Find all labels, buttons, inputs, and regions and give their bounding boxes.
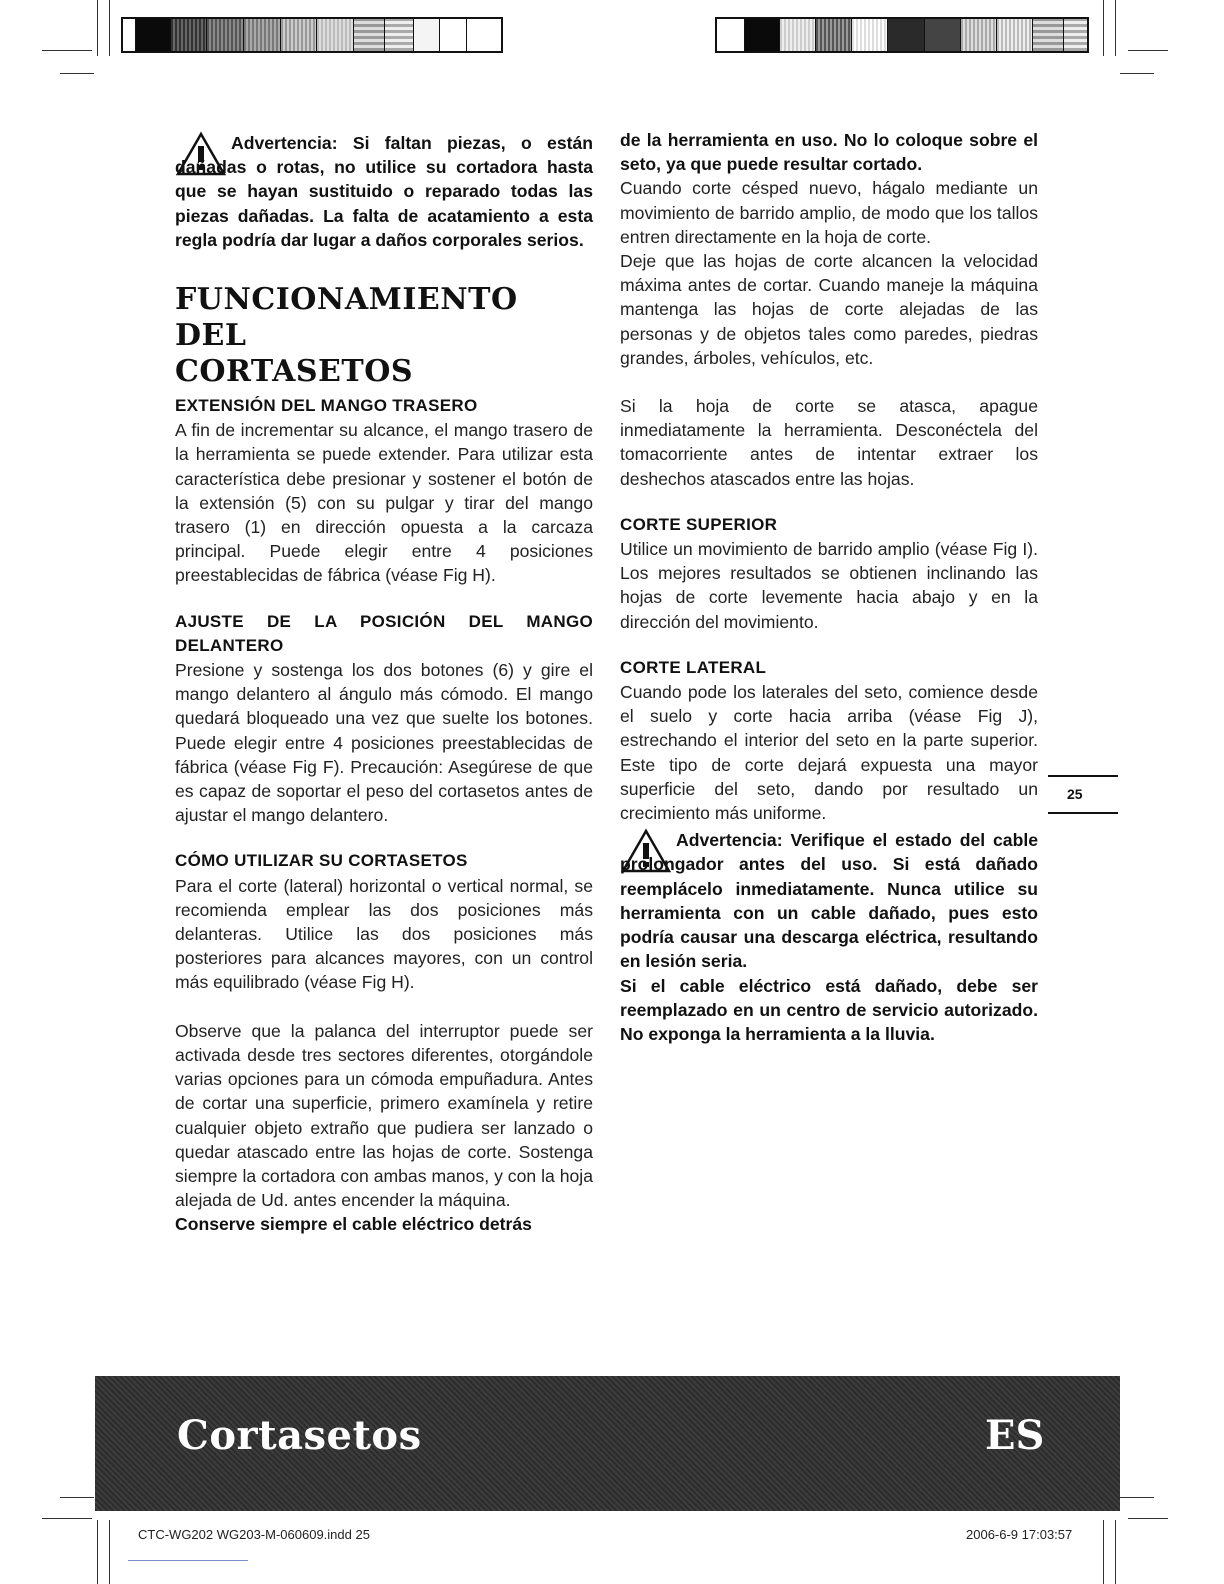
warning-text-bottom: Advertencia: Verifique el estado del cable prolongador antes del uso. Si está dañado reemplácelo inmediatamente. Nunca utilice su herramienta con un cable dañado, pues esto podría causar una descarga eléctrica, resultando en lesión seria. <box>620 830 1038 972</box>
lateral-body: Cuando pode los laterales del seto, comience desde el suelo y corte hacia arriba (véase Fig J), estrechando el interior del seto en la parte superior. Este tipo de corte dejará expuesta una mayor superficie del seto, dando por resultado un crecimiento más uniforme. <box>620 682 1038 824</box>
crop-mark <box>1103 1520 1104 1584</box>
section-title-line1: FUNCIONAMIENTO DEL <box>175 282 518 354</box>
section-title-line2: CORTASETOS <box>175 354 414 390</box>
extension-body: A fin de incrementar su alcance, el mango trasero de la herramienta se puede extender. Para utilizar esta característica debe presionar y sostener el botón de la extensión (5) con su pulgar y tirar del mango trasero (1) en dirección opuesta a la carcaza principal. Puede elegir entre 4 posiciones preestablecidas de fábrica (véase Fig H). <box>175 420 593 586</box>
crop-mark <box>109 0 110 56</box>
heading-superior: CORTE SUPERIOR <box>620 514 778 534</box>
crop-mark <box>1115 1520 1116 1584</box>
crop-mark <box>97 0 98 56</box>
right-paragraph-3: Si la hoja de corte se atasca, apague inmediatamente la herramienta. Desconéctela del tomacorriente antes de intentar extraer los deshechos atascados entre las hojas. <box>620 396 1038 489</box>
superior-body: Utilice un movimiento de barrido amplio (véase Fig I). Los mejores resultados se obtienen inclinando las hojas de corte levemente hacia abajo y en la dirección del movimiento. <box>620 539 1038 632</box>
crop-mark <box>1128 50 1168 51</box>
calibration-bar-right <box>715 17 1089 53</box>
crop-mark <box>1103 0 1104 56</box>
slug-timestamp: 2006-6-9 17:03:57 <box>966 1527 1073 1542</box>
heading-ajuste: AJUSTE DE LA POSICIÓN DEL MANGO DELANTERO <box>175 611 593 655</box>
crop-mark <box>97 1520 98 1584</box>
heading-lateral: CORTE LATERAL <box>620 657 767 677</box>
como-body2: Observe que la palanca del interruptor puede ser activada desde tres sectores diferentes, otorgándole varias opciones para un cómoda empuñadura. Antes de cortar una superficie, primero examínela y retire cualquier objeto extraño que pudiera ser lanzado o quedar atascado entre las hojas de corte. Sostenga siempre la cortadora con ambas manos, y con la hoja alejada de Ud. antes encender la máquina. <box>175 1020 593 1211</box>
right-column <box>620 128 1038 1046</box>
slug-filename: CTC-WG202 WG203-M-060609.indd 25 <box>138 1527 370 1542</box>
slug-underline <box>128 1560 248 1561</box>
crop-mark <box>60 1497 94 1498</box>
bold-continuation: de la herramienta en uso. No lo coloque sobre el seto, ya que puede resultar cortado. <box>620 130 1038 175</box>
como-bold-tail: Conserve siempre el cable eléctrico detrás <box>175 1214 532 1235</box>
crop-mark <box>1115 0 1116 56</box>
warning-text-bottom-2: Si el cable eléctrico está dañado, debe ser reemplazado en un centro de servicio autorizado. No exponga la herramienta a la lluvia. <box>620 975 1038 1044</box>
crop-mark <box>42 1518 92 1519</box>
footer-title: Cortasetos <box>177 1412 422 1459</box>
page-number: 25 <box>1067 786 1083 802</box>
warning-text-top: Advertencia: Si faltan piezas, o están dañadas o rotas, no utilice su cortadora hasta que se hayan sustituido o reparado todas las piezas dañadas. La falta de acatamiento a esta regla podría dar lugar a daños corporales serios. <box>175 133 593 250</box>
left-column <box>175 128 593 1237</box>
right-paragraph-2: Deje que las hojas de corte alcancen la velocidad máxima antes de cortar. Cuando maneje la máquina mantenga las hojas de corte alejadas de las personas y de objetos tales como paredes, piedras grandes, árboles, vehículos, etc. <box>620 251 1038 368</box>
como-body1: Para el corte (lateral) horizontal o vertical normal, se recomienda emplear las dos posiciones más delanteras. Utilice las dos posiciones más posteriores para alcances mayores, con un control más equilibrado (véase Fig H). <box>175 875 593 993</box>
crop-mark <box>109 1520 110 1584</box>
page-tab-rule-top <box>1048 775 1118 777</box>
crop-mark <box>1128 1518 1168 1519</box>
footer-language: ES <box>985 1412 1045 1459</box>
heading-como: CÓMO UTILIZAR SU CORTASETOS <box>175 851 468 871</box>
crop-mark <box>1120 1497 1154 1498</box>
heading-extension: EXTENSIÓN DEL MANGO TRASERO <box>175 396 478 416</box>
crop-mark <box>60 73 94 74</box>
crop-mark <box>1120 73 1154 74</box>
ajuste-body: Presione y sostenga los dos botones (6) y gire el mango delantero al ángulo más cómodo. El mango quedará bloqueado una vez que suelte los botones. Puede elegir entre 4 posiciones preestablecidas de fábrica (véase Fig F). Precaución: Asegúrese de que es capaz de soportar el peso del cortasetos antes de ajustar el mango delantero. <box>175 660 593 826</box>
calibration-bar-left <box>121 17 503 53</box>
crop-mark <box>42 50 92 51</box>
page-tab-rule-bottom <box>1048 812 1118 814</box>
right-paragraph-1: Cuando corte césped nuevo, hágalo mediante un movimiento de barrido amplio, de modo que los tallos entren directamente en la hoja de corte. <box>620 178 1038 247</box>
